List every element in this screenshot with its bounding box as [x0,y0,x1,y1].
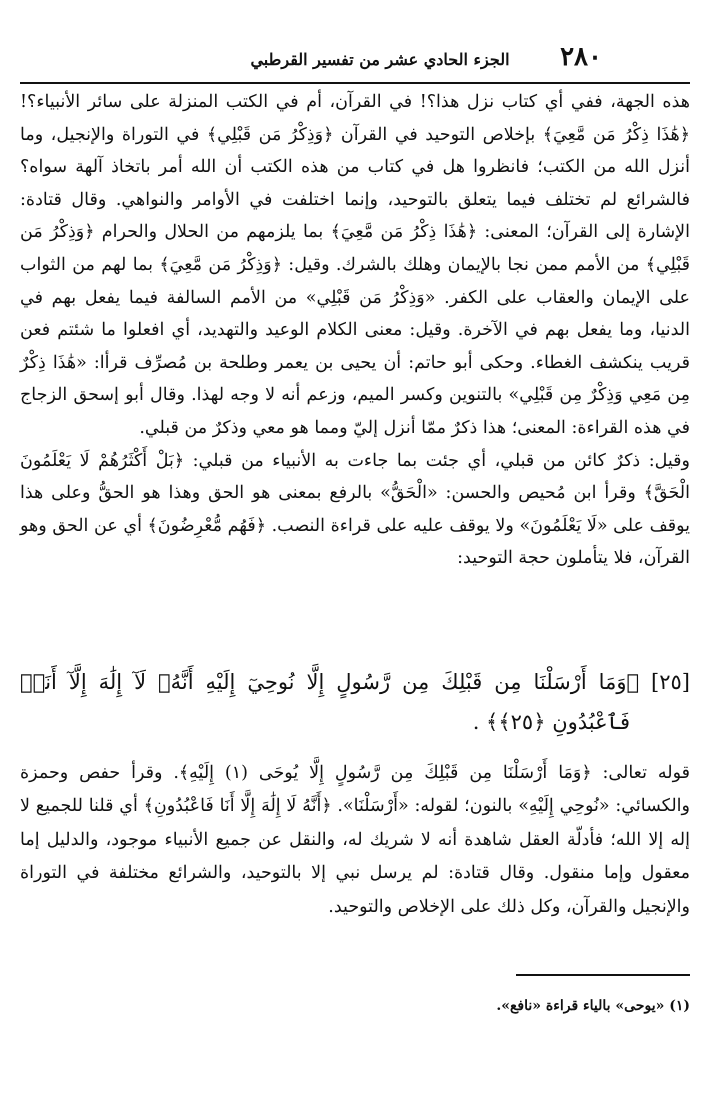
verse-commentary [20,757,690,924]
commentary-paragraph-1: قوله تعالى: ﴿وَمَا أَرْسَلْنَا مِن قَبْلِكَ مِن رَّسُولٍ إِلَّا يُوحَى (١) إِلَيْهِ﴾. وقرأ حفص وحمزة والكسائي: «نُوحِي إِلَيْهِ» بالنون؛ لقوله: «أَرْسَلْنَا». ﴿أَنَّهُ لَا إِلَٰهَ إِلَّا أَنَا فَاعْبُدُونِ﴾ أي قلنا للجميع لا إله إلا الله؛ فأدلّة العقل شاهدة أنه لا شريك له، والنقل عن جميع الأنبياء موجود، والدليل إما معقول وإما منقول. وقال قتادة: لم يرسل نبي إلا بالتوحيد، والشرائع مختلفة في التوراة والإنجيل والقرآن، وكل ذلك على الإخلاص والتوحيد. [20,763,690,917]
main-text [20,86,690,575]
page-header [20,40,690,80]
body-paragraph-2: وقيل: ذكرٌ كائن من قبلي، أي جئت بما جاءت به الأنبياء من قبلي: ﴿بَلْ أَكْثَرُهُمْ لَا يَعْلَمُونَ الْحَقَّ﴾ وقرأ ابن مُحيص والحسن: «الْحَقُّ» بالرفع بمعنى هو الحق وهذا هو الحقُّ وعلى هذا يوقف على «لَا يَعْلَمُونَ» ولا يوقف عليه على قراءة النصب. ﴿فَهُم مُّعْرِضُونَ﴾ أي عن الحق وهو القرآن، فلا يتأملون حجة التوحيد: [20,450,690,569]
quran-verse [20,662,690,742]
footnote-divider [516,974,690,976]
page-number: ٢٨٠ [560,42,602,72]
footnote: (١) «يوحى» بالياء قراءة «نافع». [496,998,690,1014]
verse-line-2: فَٱعْبُدُونِ ﴿٢٥﴾﴾ . [472,710,630,734]
header-divider [20,82,690,84]
running-title: الجزء الحادي عشر من تفسير القرطبي [250,50,510,69]
verse-line-1: [٢٥] ﴿وَمَا أَرْسَلْنَا مِن قَبْلِكَ مِن رَّسُولٍ إِلَّا نُوحِيٓ إِلَيْهِ أَنَّهُۥ لَآ إِلَٰهَ إِلَّآ أَنَا۠ [20,670,690,694]
body-paragraph-1: هذه الجهة، ففي أي كتاب نزل هذا؟! في القرآن، أم في الكتب المنزلة على سائر الأنبياء؟! ﴿هَٰذَا ذِكْرُ مَن مَّعِيَ﴾ بإخلاص التوحيد في القرآن ﴿وَذِكْرُ مَن قَبْلِي﴾ في التوراة والإنجيل، وما أنزل الله من الكتب؛ فانظروا هل في كتاب من هذه الكتب أن الله أمر باتخاذ آلهة سواه؟فالشرائع لم تختلف فيما يتعلق بالتوحيد، وإنما اختلفت في الأوامر والنواهي. وقال قتادة: الإشارة إلى القرآن؛ المعنى: ﴿هَٰذَا ذِكْرُ مَن مَّعِيَ﴾ بما يلزمهم من الحلال والحرام ﴿وَذِكْرُ مَن قَبْلِي﴾ من الأمم ممن نجا بالإيمان وهلك بالشرك. وقيل: ﴿وَذِكْرُ مَن مَّعِيَ﴾ بما لهم من الثواب على الإيمان والعقاب على الكفر. «وَذِكْرُ مَن قَبْلِي» من الأمم السالفة فيما يفعل بهم في الدنيا، وما يفعل بهم في الآخرة. وقيل: معنى الكلام الوعيد والتهديد، أي افعلوا ما شئتم فعن قريب ينكشف الغطاء. وحكى أبو حاتم: أن يحيى بن يعمر وطلحة بن مُصرِّف قرأا: «هَٰذَا ذِكْرٌ مِن مَعِي وَذِكْرٌ مِن قَبْلِي» بالتنوين وكسر الميم، وزعم أنه لا وجه لهذا. وقال أبو إسحق الزجاج في هذه القراءة: المعنى؛ هذا ذكرٌ ممّا أنزل إليّ ومما هو معي وذكرٌ من قبلي. [20,92,690,438]
